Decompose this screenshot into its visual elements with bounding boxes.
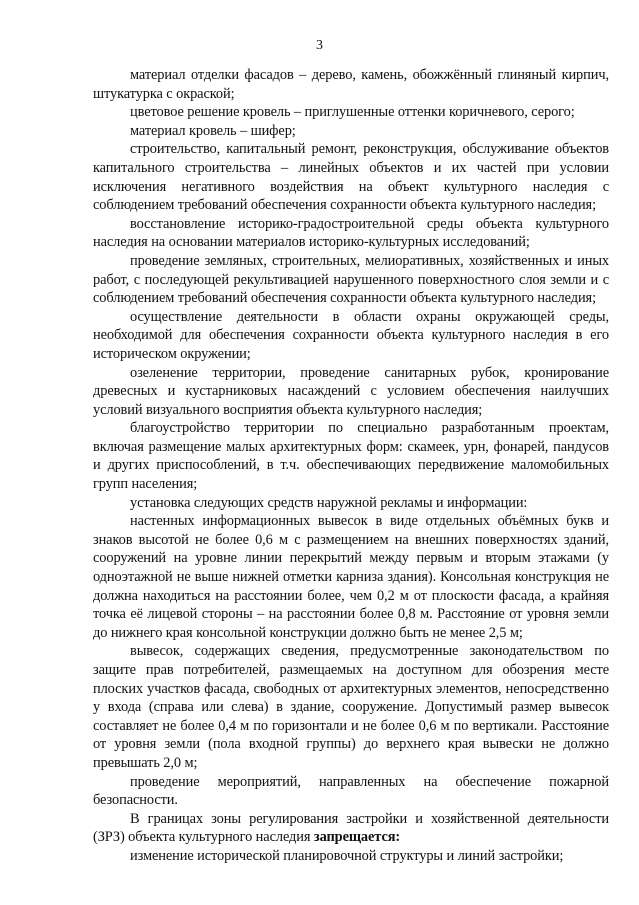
zone-prohibitions-text: В границах зоны регулирования застройки и хозяйственной деятельности (ЗРЗ) объекта культурного наследия (93, 810, 609, 846)
paragraph-zone-prohibitions (93, 810, 609, 847)
paragraph-landscaping: озеленение территории, проведение санитарных рубок, кронирование древесных и кустарниковых насаждений с условием обеспечения наилучших условий визуального восприятия объекта культурного наследия; (93, 364, 609, 418)
paragraph-improvement: благоустройство территории по специально разработанным проектам, включая размещение малых архитектурных форм: скамеек, урн, фонарей, пандусов и других приспособлений, в т.ч. обеспечивающих передвижение маломобильных групп населения; (93, 420, 609, 493)
paragraph-fire-safety: проведение мероприятий, направленных на обеспечение пожарной безопасности. (93, 773, 609, 809)
paragraph-roof-material: материал кровель – шифер; (130, 122, 296, 139)
paragraph-environment: осуществление деятельности в области охраны окружающей среды, необходимой для обеспечения сохранности объекта культурного наследия в его историческом окружении; (93, 308, 609, 362)
paragraph-roof-color: цветовое решение кровель – приглушенные оттенки коричневого, серого; (130, 104, 575, 121)
paragraph-earthworks: проведение земляных, строительных, мелиоративных, хозяйственных и иных работ, с последующей рекультивацией нарушенного поверхностного слоя земли и с соблюдением требований обеспечения сохранности объекта культурного наследия; (93, 252, 609, 307)
page-number: 3 (316, 38, 323, 53)
paragraph-advertising-intro: установка следующих средств наружной рекламы и информации: (130, 494, 528, 511)
paragraph-planning-structure: изменение исторической планировочной структуры и линий застройки; (130, 847, 564, 864)
paragraph-wall-signs: настенных информационных вывесок в виде отдельных объёмных букв и знаков высотой не более 0,6 м с размещением на внешних поверхностях зданий, сооружений на уровне линии перекрытий между первым и вторым этажами (у одноэтажной не выше нижней отметки карниза здания). Консольная конструкция не должна находиться на расстоянии более, чем 0,2 м от плоскости фасада, а крайняя точка её лицевой стороны – на расстоянии более 0,8 м. Расстояние от уровня земли до нижнего края консольной конструкции должно быть не менее 2,5 м; (93, 513, 609, 641)
document-body (93, 66, 609, 866)
paragraph-construction: строительство, капитальный ремонт, реконструкция, обслуживание объектов капитального строительства – линейных объектов и их частей при условии исключения негативного воздействия на объект культурного наследия с соблюдением требований обеспечения сохранности объекта культурного наследия; (93, 141, 609, 214)
paragraph-restoration: восстановление историко-градостроительной среды объекта культурного наследия на основании материалов историко-культурных исследований; (93, 215, 609, 251)
prohibited-emphasis: запрещается: (313, 829, 401, 846)
paragraph-consumer-signs: вывесок, содержащих сведения, предусмотренные законодательством по защите прав потребителей, размещаемых на доступном для обозрения месте плоских участков фасада, свободных от архитектурных элементов, непосредственно у входа (справа или слева) в здание, сооружение. Допустимый размер вывесок составляет не более 0,4 м по горизонтали и не более 0,6 м по вертикали. Расстояние от уровня земли (пола входной группы) до верхнего края вывески не должно превышать 2,0 м; (93, 643, 609, 771)
paragraph-facade-material: материал отделки фасадов – дерево, камень, обожжённый глиняный кирпич, штукатурка с окраской; (93, 67, 609, 102)
